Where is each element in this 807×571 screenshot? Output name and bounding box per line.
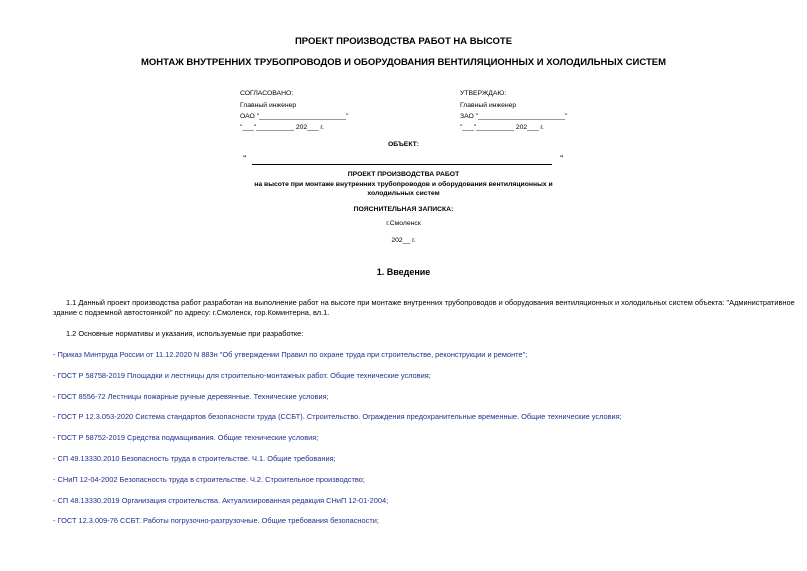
document-title: ПРОЕКТ ПРОИЗВОДСТВА РАБОТ НА ВЫСОТЕ (294, 36, 513, 47)
approval-right-date: "___"__________ 202___ г. (460, 124, 544, 131)
approval-left-org: ОАО "_______________________" (240, 113, 349, 120)
project-title: ПРОЕКТ ПРОИЗВОДСТВА РАБОТ (347, 171, 460, 178)
reference-link[interactable]: - Приказ Минтруда России от 11.12.2020 N 883н "Об утверждении Правил по охране труда при строительстве, реконструкции и ремонте"; (53, 350, 528, 359)
paragraph-1-line-2: здание с подземной автостоянкой" по адресу: г.Смоленск, гор.Коминтерна, вл.1. (53, 308, 330, 317)
reference-link[interactable]: - ГОСТ Р 58758-2019 Площадки и лестницы для строительно-монтажных работ. Общие технические условия; (53, 371, 431, 380)
reference-link[interactable]: - СНиП 12-04-2002 Безопасность труда в строительстве. Ч.2. Строительное производство; (53, 475, 365, 484)
project-year: 202__ г. (391, 237, 416, 244)
section-heading: 1. Введение (376, 267, 431, 277)
reference-link[interactable]: - ГОСТ 8556-72 Лестницы пожарные ручные деревянные. Технические условия; (53, 392, 329, 401)
object-label: ОБЪЕКТ: (387, 141, 419, 148)
reference-link[interactable]: - СП 49.13330.2010 Безопасность труда в строительстве. Ч.1. Общие требования; (53, 454, 336, 463)
reference-link[interactable]: - ГОСТ Р 12.3.053-2020 Система стандартов безопасности труда (ССБТ). Строительство. Ограждения предохранительные временные. Общие технические условия; (53, 412, 622, 421)
approval-right-position: Главный инженер (460, 102, 517, 109)
reference-link[interactable]: - ГОСТ Р 58752-2019 Средства подмащивания. Общие технические условия; (53, 433, 319, 442)
object-quote-open: " (243, 155, 247, 162)
reference-link[interactable]: - ГОСТ 12.3.009-76 ССБТ. Работы погрузочно-разгрузочные. Общие требования безопасности; (53, 516, 379, 525)
object-underline (252, 164, 552, 165)
explanatory-note-label: ПОЯСНИТЕЛЬНАЯ ЗАПИСКА: (353, 206, 454, 213)
object-quote-close: " (560, 155, 564, 162)
paragraph-1-line-1: 1.1 Данный проект производства работ разработан на выполнение работ на высоте при монтаже внутренних трубопроводов и оборудования вентиляционных и холодильных систем объекта: "Административное (66, 298, 795, 307)
paragraph-2: 1.2 Основные нормативы и указания, используемые при разработке: (66, 329, 304, 338)
approval-right-heading: УТВЕРЖДАЮ: (460, 90, 507, 97)
document-subtitle: МОНТАЖ ВНУТРЕННИХ ТРУБОПРОВОДОВ И ОБОРУДОВАНИЯ ВЕНТИЛЯЦИОННЫХ И ХОЛОДИЛЬНЫХ СИСТЕМ (140, 57, 667, 68)
approval-left-date: "___"__________ 202___ г. (240, 124, 324, 131)
approval-right-org: ЗАО "_______________________" (460, 113, 568, 120)
reference-link[interactable]: - СП 48.13330.2019 Организация строительства. Актуализированная редакция СНиП 12-01-2004; (53, 496, 389, 505)
approval-left-heading: СОГЛАСОВАНО: (240, 90, 294, 97)
project-city: г.Смоленск (386, 220, 421, 227)
project-line-2: холодильных систем (367, 190, 440, 197)
approval-left-position: Главный инженер (240, 102, 297, 109)
project-line-1: на высоте при монтаже внутренних трубопроводов и оборудования вентиляционных и (254, 181, 553, 188)
